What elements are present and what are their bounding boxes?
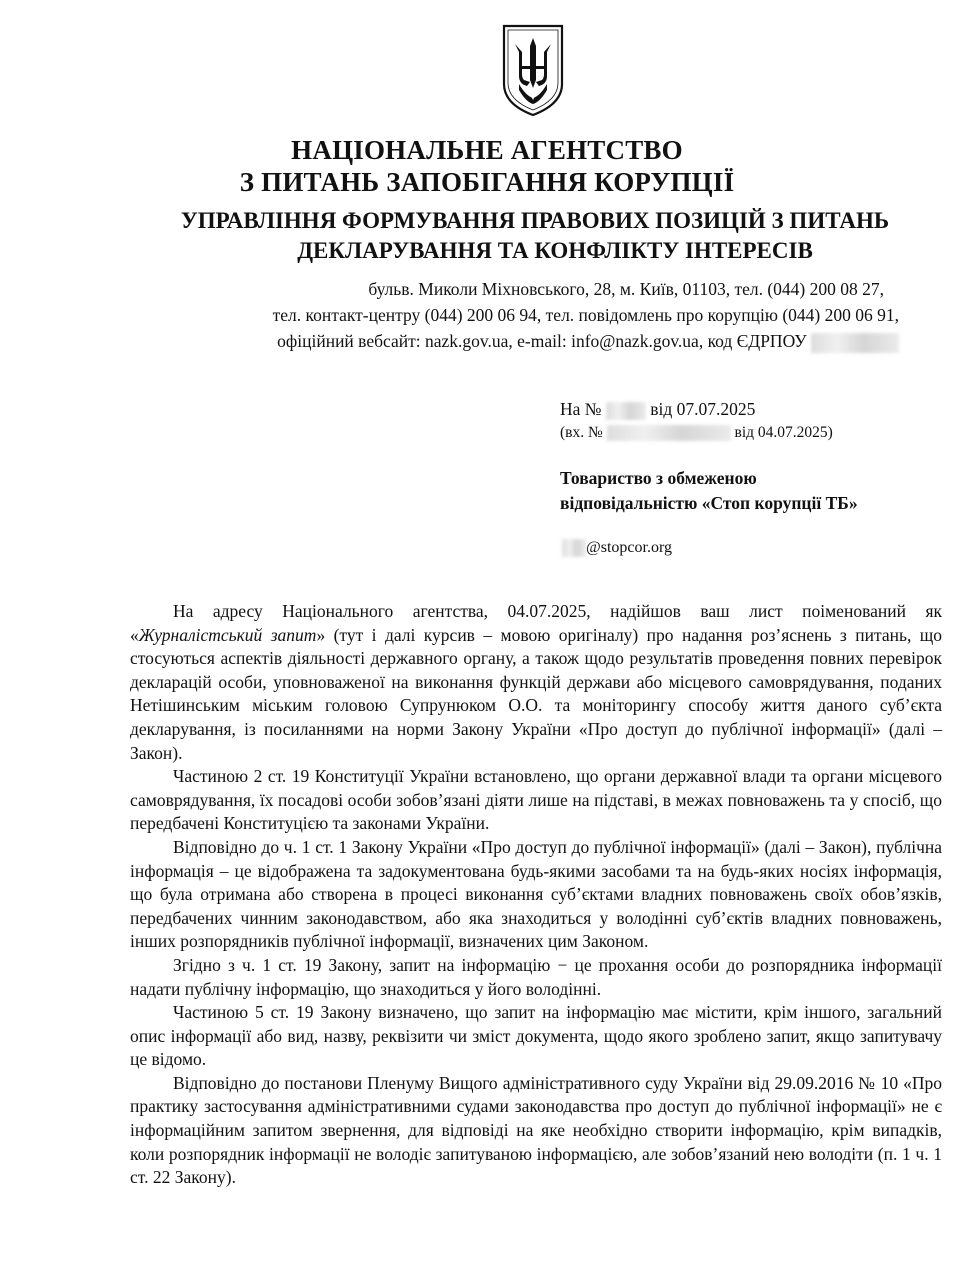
letter-body xyxy=(130,600,942,1190)
recipient-block xyxy=(560,466,950,516)
agency-title-line1: НАЦІОНАЛЬНЕ АГЕНТСТВО xyxy=(291,135,683,165)
recipient-email xyxy=(562,536,672,560)
outgoing-reference-prefix: На № xyxy=(560,399,602,419)
redacted-email-user xyxy=(562,539,586,557)
incoming-reference-date: від 04.07.2025) xyxy=(734,424,833,441)
recipient-line2: відповідальністю «Стоп корупції ТБ» xyxy=(560,493,858,513)
department-title-line2: ДЕКЛАРУВАННЯ ТА КОНФЛІКТУ ІНТЕРЕСІВ xyxy=(297,238,813,263)
body-paragraph-4: Згідно з ч. 1 ст. 19 Закону, запит на інформацію − це прохання особи до розпорядника інформації надати публічну інформацію, що знаходиться у його володінні. xyxy=(130,954,942,999)
address-line3 xyxy=(277,328,899,355)
outgoing-reference-date: від 07.07.2025 xyxy=(650,399,756,419)
body-paragraph-1-end: » (тут і далі курсив – мовою оригіналу) про надання роз’яснень з питань, що стосуються аспектів діяльності державного органу, а також щодо результатів проведення повних перевірок декларацій особи, уповноваженої на виконання функцій держави або місцевого самоврядування, поданих Нетішинським міським головою Супрунюком О.О. та моніторингу способу життя даного суб’єкта декларування, із посиланнями на норми Закону України «Про доступ до публічної інформації» (далі – Закон). xyxy=(130,624,942,763)
body-paragraph-1 xyxy=(130,600,942,765)
department-title-line1: УПРАВЛІННЯ ФОРМУВАННЯ ПРАВОВИХ ПОЗИЦІЙ З ПИТАНЬ xyxy=(180,208,890,233)
body-paragraph-1-start: На адресу Національного агентства, 04.07.2025, надійшов ваш лист поіменований як « xyxy=(130,601,942,645)
body-paragraph-5: Частиною 5 ст. 19 Закону визначено, що запит на інформацію має містити, крім іншого, загальний опис інформації або вид, назву, реквізити чи зміст документа, щодо якого зроблено запит, якщо запитувачу це відомо. xyxy=(130,1002,942,1070)
redacted-incoming-number xyxy=(607,425,731,441)
incoming-reference xyxy=(560,420,833,446)
redacted-edrpou-code xyxy=(811,333,899,353)
outgoing-reference xyxy=(560,396,755,422)
address-line2: тел. контакт-центру (044) 200 06 94, тел. повідомлень про корупцію (044) 200 06 91, xyxy=(272,305,899,325)
body-paragraph-2: Частиною 2 ст. 19 Конституції України встановлено, що органи державної влади та органи місцевого самоврядування, їх посадові особи зобов’язані діяти лише на підставі, в межах повноважень та у спосіб, що передбачені Конституцією та законами України. xyxy=(130,766,942,834)
agency-title-line2: З ПИТАНЬ ЗАПОБІГАННЯ КОРУПЦІЇ xyxy=(239,167,735,197)
body-paragraph-6: Відповідно до постанови Пленуму Вищого адміністративного суду України від 29.09.2016 № 10 «Про практику застосування адміністративними судами законодавства про доступ до публічної інформації» не є інформаційним запитом звернення, для відповіді на яке необхідно створити інформацію, крім випадків, коли розпорядник інформації не володіє запитуваною інформацією, але зобов’язаний нею володіти (п. 1 ч. 1 ст. 22 Закону). xyxy=(130,1072,942,1188)
address-line3-text: офіційний вебсайт: nazk.gov.ua, e-mail: info@nazk.gov.ua, код ЄДРПОУ xyxy=(277,331,807,351)
body-paragraph-1-italic: Журналістський запит xyxy=(138,624,317,645)
address-line1: бульв. Миколи Міхновського, 28, м. Київ, 01103, тел. (044) 200 08 27, xyxy=(368,279,884,299)
recipient-line1: Товариство з обмеженою xyxy=(560,468,757,488)
recipient-email-domain: @stopcor.org xyxy=(586,539,672,556)
incoming-reference-prefix: (вх. № xyxy=(560,424,603,441)
coat-of-arms-icon xyxy=(500,22,566,118)
redacted-outgoing-number xyxy=(606,402,646,420)
body-paragraph-3: Відповідно до ч. 1 ст. 1 Закону України «Про доступ до публічної інформації» (далі – Закон), публічна інформація – це відображена та задокументована будь-якими засобами та на будь-яких носіях інформація, що була отримана або створена в процесі виконання суб’єктами владних повноважень своїх обов’язків, передбачених чинним законодавством, або яка знаходиться у володінні суб’єктів владних повноважень, інших розпорядників публічної інформації, визначених цим Законом. xyxy=(130,836,942,952)
